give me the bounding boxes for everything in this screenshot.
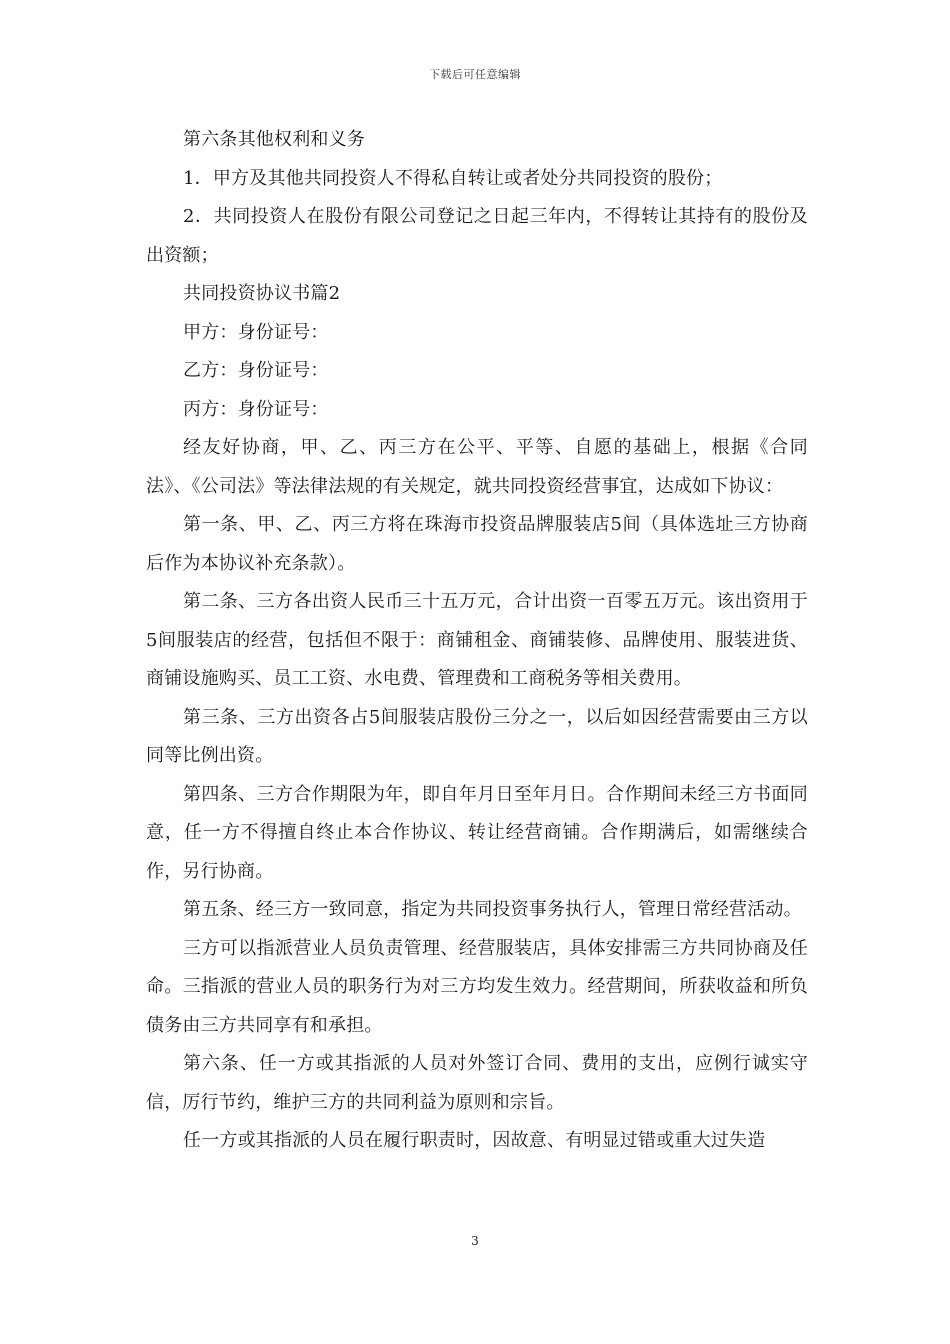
- article-1-paragraph: 第一条、甲、乙、丙三方将在珠海市投资品牌服装店5间（具体选址三方协商后作为本协议补充条款）。: [146, 514, 808, 574]
- section-title: 共同投资协议书篇2: [183, 283, 341, 304]
- article-4-paragraph: 第四条、三方合作期限为年，即自年月日至年月日。合作期间未经三方书面同意，任一方不得擅自终止本合作协议、转让经营商铺。合作期满后，如需继续合作，另行协商。: [146, 783, 808, 882]
- clause-2: 2．共同投资人在股份有限公司登记之日起三年内，不得转让其持有的股份及出资额；: [146, 206, 808, 266]
- article-3-paragraph: 第三条、三方出资各占5间服装店股份三分之一，以后如因经营需要由三方以同等比例出资。: [146, 706, 808, 766]
- article-6-heading: 第六条其他权利和义务: [183, 129, 365, 150]
- document-body: [146, 121, 808, 1161]
- page-header-note: 下载后可任意编辑: [429, 68, 521, 81]
- article-2-paragraph: 第二条、三方各出资人民币三十五万元，合计出资一百零五万元。该出资用于5间服装店的经营，包括但不限于：商铺租金、商铺装修、品牌使用、服装进货、商铺设施购买、员工工资、水电费、管理费和工商税务等相关费用。: [146, 591, 808, 689]
- article-6-paragraph: 第六条、任一方或其指派的人员对外签订合同、费用的支出，应例行诚实守信，厉行节约，维护三方的共同利益为原则和宗旨。: [146, 1053, 808, 1113]
- preamble-paragraph: 经友好协商，甲、乙、丙三方在公平、平等、自愿的基础上，根据《合同法》、《公司法》等法律法规的有关规定，就共同投资经营事宜，达成如下协议：: [146, 437, 808, 497]
- party-b-line: 乙方：身份证号：: [183, 360, 329, 381]
- page-number: 3: [471, 1234, 479, 1248]
- article-5-paragraph: 第五条、经三方一致同意，指定为共同投资事务执行人，管理日常经营活动。: [183, 899, 802, 920]
- staff-assignment-paragraph: 三方可以指派营业人员负责管理、经营服装店，具体安排需三方共同协商及任命。三指派的营业人员的职务行为对三方均发生效力。经营期间，所获收益和所负债务由三方共同享有和承担。: [146, 937, 808, 1036]
- party-c-line: 丙方：身份证号：: [183, 398, 329, 420]
- clause-1: 1．甲方及其他共同投资人不得私自转让或者处分共同投资的股份；: [183, 167, 723, 189]
- liability-paragraph: 任一方或其指派的人员在履行职责时，因故意、有明显过错或重大过失造: [183, 1130, 766, 1151]
- party-a-line: 甲方：身份证号：: [183, 321, 329, 343]
